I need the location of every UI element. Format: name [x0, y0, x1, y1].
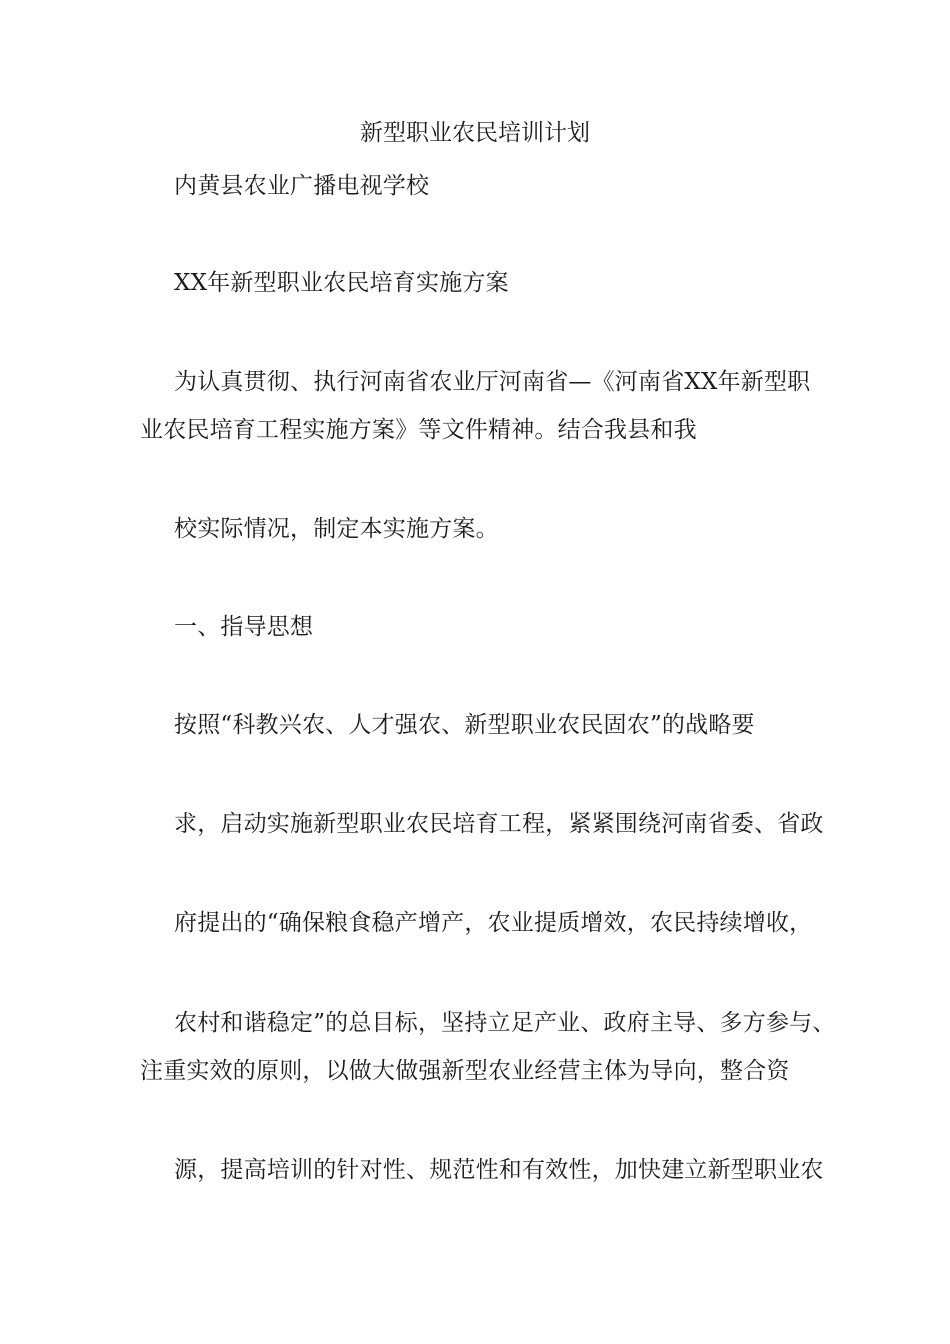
paragraph-line: 注重实效的原则，以做大做强新型农业经营主体为导向，整合资 — [140, 1058, 790, 1084]
paragraph-line: 业农民培育工程实施方案》等文件精神。结合我县和我 — [140, 417, 697, 443]
paragraph-line: 源，提高培训的针对性、规范性和有效性，加快建立新型职业农 — [174, 1157, 824, 1183]
paragraph-line: 为认真贯彻、执行河南省农业厅河南省—《河南省XX年新型职 — [174, 369, 811, 395]
paragraph-line: 求，启动实施新型职业农民培育工程，紧紧围绕河南省委、省政 — [174, 811, 824, 837]
plan-subtitle-line: XX年新型职业农民培育实施方案 — [174, 270, 509, 296]
paragraph-line: 校实际情况，制定本实施方案。 — [174, 516, 499, 542]
school-name-line: 内黄县农业广播电视学校 — [174, 173, 430, 199]
paragraph-line: 府提出的“确保粮食稳产增产，农业提质增效，农民持续增收， — [174, 910, 813, 936]
paragraph-line: 农村和谐稳定”的总目标，坚持立足产业、政府主导、多方参与、 — [174, 1010, 836, 1036]
paragraph-line: 按照“科教兴农、人才强农、新型职业农民固农”的战略要 — [174, 712, 755, 738]
document-title: 新型职业农民培训计划 — [360, 120, 590, 146]
section-heading: 一、指导思想 — [174, 614, 314, 640]
